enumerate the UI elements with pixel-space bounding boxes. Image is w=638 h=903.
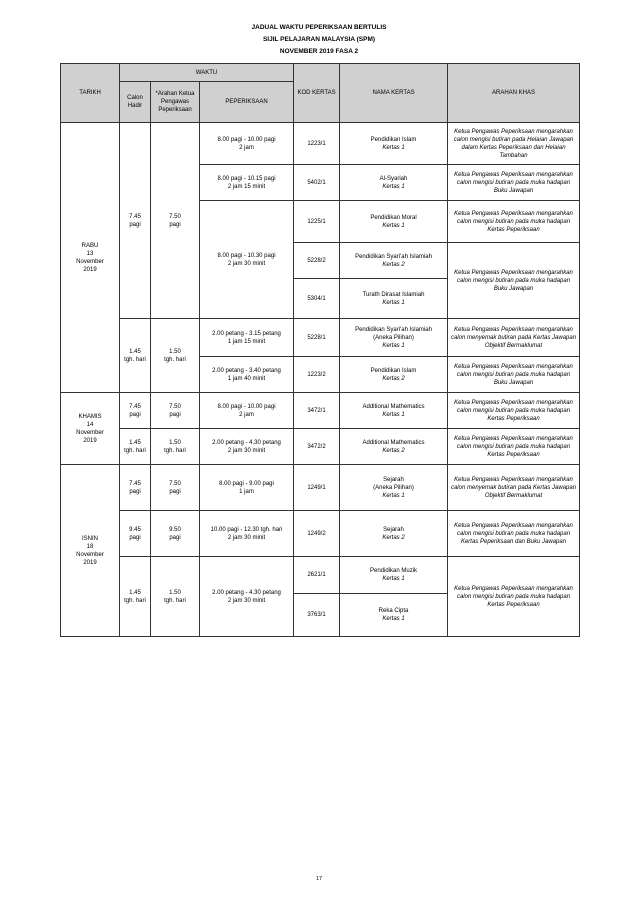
date-day: RABU: [81, 242, 99, 249]
paper-name: [340, 279, 448, 319]
time: 1.50: [169, 348, 181, 355]
paper-number: Kertas 1: [382, 342, 405, 349]
time-range: 8.00 pagi - 10.15 pagi: [217, 175, 276, 182]
date-month: November: [76, 429, 104, 436]
exam-time: [200, 165, 294, 201]
date-month: November: [76, 551, 104, 558]
name: Additional Mathematics: [362, 439, 425, 446]
name: Pendidikan Islam: [370, 367, 417, 374]
col-peperiksaan: PEPERIKSAAN: [200, 82, 294, 123]
time: 1.50: [169, 439, 181, 446]
exam-time: [200, 123, 294, 165]
calon-time: [120, 319, 151, 393]
paper-code: 3763/1: [294, 594, 340, 637]
special-instruction: Ketua Pengawas Peperiksaan mengarahkan calon mengisi butiran pada muka hadapan Kertas Peperiksaan dan Buku Jawapan: [448, 511, 580, 557]
ketua-time: [151, 511, 200, 557]
paper-code: 5228/2: [294, 243, 340, 279]
special-instruction: Ketua Pengawas Peperiksaan mengarahkan calon mengisi butiran pada muka hadapan Buku Jawapan: [448, 243, 580, 319]
time-period: tgh. hari: [164, 356, 186, 363]
date-day: ISNIN: [81, 535, 98, 542]
paper-name: [340, 511, 448, 557]
time-range: 8.00 pagi - 9.00 pagi: [219, 480, 274, 487]
page-number: 17: [315, 876, 323, 882]
paper-code: 1249/1: [294, 465, 340, 511]
col-arahan-ketua: *Arahan Ketua Pengawas Peperiksaan: [151, 82, 200, 123]
paper-code: 3472/1: [294, 393, 340, 429]
time-range: 10.00 pagi - 12.30 tgh. hari: [210, 526, 283, 533]
paper-number: Kertas 2: [382, 447, 405, 454]
duration: 2 jam 30 minit: [227, 260, 266, 267]
exam-time: [200, 511, 294, 557]
date-month: November: [76, 258, 104, 265]
col-arahan-khas: ARAHAN KHAS: [448, 64, 580, 123]
duration: 2 jam 30 minit: [227, 597, 266, 604]
time: 7.50: [169, 403, 181, 410]
paper-code: 1223/1: [294, 123, 340, 165]
paper-number: Kertas 2: [382, 375, 405, 382]
paper-name: [340, 393, 448, 429]
exam-time: [200, 429, 294, 465]
duration: 1 jam 15 minit: [227, 338, 266, 345]
name: Al-Syariah: [379, 175, 408, 182]
time-period: pagi: [169, 488, 181, 495]
name: Turath Dirasat Islamiah: [362, 291, 425, 298]
exam-time: [200, 393, 294, 429]
name: Pendidikan Syari'ah Islamiah: [355, 253, 432, 260]
special-instruction: Ketua Pengawas Peperiksaan mengarahkan calon mengisi butiran pada muka hadapan Kertas Peperiksaan: [448, 557, 580, 637]
date-num: 14: [86, 421, 94, 428]
special-instruction: Ketua Pengawas Peperiksaan mengarahkan calon mengisi butiran pada muka hadapan Kertas Peperiksaan: [448, 393, 580, 429]
date-year: 2019: [83, 437, 97, 444]
date-year: 2019: [83, 559, 97, 566]
time-range: 8.00 pagi - 10.30 pagi: [217, 252, 276, 259]
exam-time: [200, 319, 294, 357]
paper-name: [340, 357, 448, 393]
time-period: pagi: [129, 488, 141, 495]
time: 7.45: [129, 213, 141, 220]
paper-number: Kertas 2: [382, 534, 405, 541]
paper-number: Kertas 1: [382, 492, 405, 499]
date-cell: [61, 465, 120, 637]
name: Pendidikan Moral: [370, 214, 417, 221]
time: 7.45: [129, 403, 141, 410]
special-instruction: Ketua Pengawas Peperiksaan mengarahkan calon menyemak butiran pada Kertas Jawapan Objektif Bermaklumat: [448, 319, 580, 357]
paper-number: Kertas 1: [382, 576, 405, 582]
duration: 2 jam 30 minit: [227, 447, 266, 454]
paper-code: 1225/1: [294, 201, 340, 243]
col-tarikh: TARIKH: [61, 64, 120, 123]
ketua-time: [151, 319, 200, 393]
col-kod: KOD KERTAS: [294, 64, 340, 123]
col-calon: Calon Hadir: [120, 82, 151, 123]
name-note: (Aneka Pilihan): [373, 484, 414, 491]
special-instruction: Ketua Pengawas Peperiksaan mengarahkan calon mengisi butiran pada muka hadapan Buku Jawapan: [448, 357, 580, 393]
time-range: 8.00 pagi - 10.00 pagi: [217, 403, 276, 410]
date-year: 2019: [83, 266, 97, 273]
special-instruction: Ketua Pengawas Peperiksaan mengarahkan calon mengisi butiran pada Helaian Jawapan dalam Kertas Peperiksaan dan Helaian Tambahan: [448, 123, 580, 165]
duration: 2 jam 30 minit: [227, 534, 266, 541]
time-range: 2.00 petang - 4.30 petang: [212, 439, 281, 446]
calon-time: [120, 123, 151, 319]
paper-number: Kertas 1: [382, 222, 405, 229]
paper-number: Kertas 1: [382, 144, 405, 151]
exam-schedule-table: [60, 63, 580, 637]
ketua-time: [151, 123, 200, 319]
paper-code: 5402/1: [294, 165, 340, 201]
paper-name: [340, 123, 448, 165]
time: 9.45: [129, 526, 141, 533]
col-waktu: WAKTU: [120, 64, 294, 82]
paper-number: Kertas 1: [382, 299, 405, 306]
paper-code: 2621/1: [294, 557, 340, 594]
date-num: 18: [86, 543, 94, 550]
exam-time: [200, 557, 294, 637]
col-nama: NAMA KERTAS: [340, 64, 448, 123]
time: 1.45: [129, 589, 141, 596]
time-period: pagi: [129, 221, 141, 228]
paper-code: 3472/2: [294, 429, 340, 465]
paper-code: 1223/2: [294, 357, 340, 393]
header-title: JADUAL WAKTU PEPERIKSAAN BERTULIS: [251, 24, 387, 31]
paper-number: Kertas 1: [382, 616, 405, 622]
calon-time: [120, 429, 151, 465]
ketua-time: [151, 429, 200, 465]
paper-code: 1249/2: [294, 511, 340, 557]
calon-time: [120, 557, 151, 637]
time-period: tgh. hari: [164, 447, 186, 454]
paper-code: 5228/1: [294, 319, 340, 357]
table-row: [61, 123, 580, 165]
table-row: [61, 557, 580, 594]
duration: 1 jam: [239, 488, 254, 495]
paper-name: [340, 429, 448, 465]
duration: 2 jam: [239, 144, 254, 151]
special-instruction: Ketua Pengawas Peperiksaan mengarahkan calon mengisi butiran pada muka hadapan Buku Jawapan: [448, 165, 580, 201]
name-note: (Aneka Pilihan): [373, 334, 414, 341]
paper-code: 5304/1: [294, 279, 340, 319]
time: 7.50: [169, 480, 181, 487]
calon-time: [120, 393, 151, 429]
exam-time: [200, 357, 294, 393]
name: Pendidikan Syari'ah Islamiah: [355, 326, 432, 333]
time-period: tgh. hari: [124, 356, 146, 363]
paper-number: Kertas 1: [382, 411, 405, 418]
time-range: 2.00 petang - 3.15 petang: [212, 330, 281, 337]
time-range: 2.00 petang - 3.40 petang: [212, 367, 281, 374]
date-cell: [61, 123, 120, 393]
exam-time: [200, 201, 294, 319]
time-period: tgh. hari: [164, 597, 186, 604]
duration: 2 jam 15 minit: [227, 183, 266, 190]
time: 1.45: [129, 348, 141, 355]
time-period: pagi: [129, 534, 141, 541]
paper-name: [340, 557, 448, 594]
name: Reka Cipta: [378, 608, 409, 614]
paper-name: [340, 594, 448, 637]
date-num: 13: [86, 250, 94, 257]
name: Sejarah: [383, 476, 404, 483]
paper-name: [340, 319, 448, 357]
paper-name: [340, 165, 448, 201]
ketua-time: [151, 465, 200, 511]
calon-time: [120, 465, 151, 511]
duration: 1 jam 40 minit: [227, 375, 266, 382]
table-row: [61, 429, 580, 465]
special-instruction: Ketua Pengawas Peperiksaan mengarahkan calon menyemak butiran pada Kertas Jawapan Objektif Bermaklumat: [448, 465, 580, 511]
time: 7.45: [129, 480, 141, 487]
table-row: [61, 393, 580, 429]
paper-name: [340, 243, 448, 279]
time: 1.45: [129, 439, 141, 446]
table-row: [61, 511, 580, 557]
time-period: pagi: [129, 411, 141, 418]
duration: 2 jam: [239, 411, 254, 418]
calon-time: [120, 511, 151, 557]
date-cell: [61, 393, 120, 465]
paper-name: [340, 201, 448, 243]
date-day: KHAMIS: [78, 413, 102, 420]
time-period: pagi: [169, 534, 181, 541]
header-subtitle: SIJIL PELAJARAN MALAYSIA (SPM): [262, 36, 376, 43]
time-range: 8.00 pagi - 10.00 pagi: [217, 136, 276, 143]
time-period: tgh. hari: [124, 447, 146, 454]
ketua-time: [151, 393, 200, 429]
special-instruction: Ketua Pengawas Peperiksaan mengarahkan calon mengisi butiran pada muka hadapan Kertas Peperiksaan: [448, 201, 580, 243]
table-row: [61, 465, 580, 511]
time-period: pagi: [169, 411, 181, 418]
paper-number: Kertas 2: [382, 261, 405, 268]
name: Pendidikan Muzik: [370, 568, 418, 574]
name: Pendidikan Islam: [370, 136, 417, 143]
table-row: [61, 319, 580, 357]
time: 7.50: [169, 213, 181, 220]
name: Sejarah: [383, 526, 404, 533]
ketua-time: [151, 557, 200, 637]
header-session: NOVEMBER 2019 FASA 2: [279, 48, 359, 55]
time: 1.50: [169, 589, 181, 596]
time-period: pagi: [169, 221, 181, 228]
paper-number: Kertas 1: [382, 183, 405, 190]
time-range: 2.00 petang - 4.30 petang: [212, 589, 281, 596]
paper-name: [340, 465, 448, 511]
time: 9.50: [169, 526, 181, 533]
special-instruction: Ketua Pengawas Peperiksaan mengarahkan calon mengisi butiran pada muka hadapan Kertas Peperiksaan: [448, 429, 580, 465]
time-period: tgh. hari: [124, 597, 146, 604]
exam-time: [200, 465, 294, 511]
name: Additional Mathematics: [362, 403, 425, 410]
